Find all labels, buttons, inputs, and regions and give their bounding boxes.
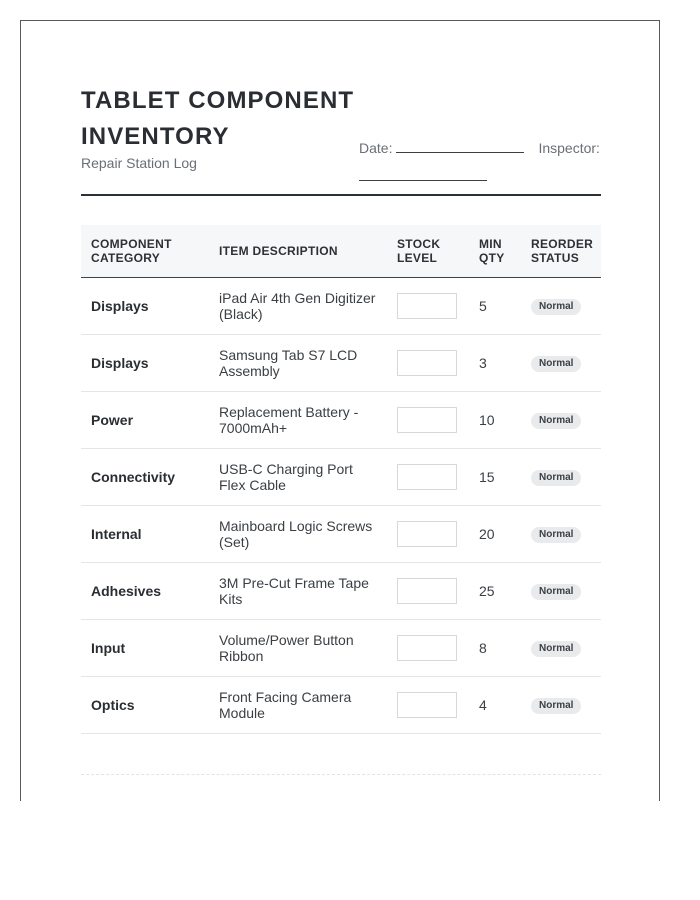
footer-divider — [81, 774, 601, 775]
column-header-description: ITEM DESCRIPTION — [219, 243, 338, 258]
date-label: Date: — [359, 140, 393, 156]
status-badge: Normal — [531, 527, 581, 543]
category-cell: Connectivity — [91, 468, 176, 485]
table-row — [81, 448, 601, 505]
status-badge: Normal — [531, 698, 581, 714]
min-qty-cell: 3 — [479, 354, 487, 371]
category-cell: Internal — [91, 525, 142, 542]
table-row — [81, 277, 601, 334]
column-header-category: COMPONENT CATEGORY — [91, 236, 172, 265]
stock-level-input[interactable] — [397, 692, 457, 718]
status-cell — [521, 277, 601, 334]
description-cell: iPad Air 4th Gen Digitizer (Black) — [219, 289, 376, 322]
page-subtitle: Repair Station Log — [81, 155, 197, 171]
stock-cell — [387, 562, 469, 619]
stock-level-input[interactable] — [397, 521, 457, 547]
date-field-line[interactable] — [396, 138, 524, 153]
document-header — [81, 83, 601, 196]
category-cell: Displays — [91, 297, 149, 314]
stock-level-input[interactable] — [397, 407, 457, 433]
page-title: TABLET COMPONENT INVENTORY — [81, 87, 355, 150]
inventory-sheet — [20, 20, 660, 801]
inspection-meta — [359, 134, 604, 190]
status-badge: Normal — [531, 470, 581, 486]
table-row — [81, 334, 601, 391]
table-header-row — [81, 225, 601, 277]
stock-level-input[interactable] — [397, 293, 457, 319]
stock-cell — [387, 448, 469, 505]
table-row — [81, 676, 601, 733]
stock-cell — [387, 334, 469, 391]
stock-cell — [387, 676, 469, 733]
stock-cell — [387, 391, 469, 448]
min-qty-cell: 4 — [479, 696, 487, 713]
description-cell: 3M Pre-Cut Frame Tape Kits — [219, 574, 369, 607]
status-badge: Normal — [531, 356, 581, 372]
min-qty-cell: 8 — [479, 639, 487, 656]
description-cell: USB-C Charging Port Flex Cable — [219, 460, 353, 493]
inspector-field-line[interactable] — [359, 166, 487, 181]
stock-cell — [387, 505, 469, 562]
category-cell: Input — [91, 639, 126, 656]
min-qty-cell: 20 — [479, 525, 495, 542]
column-header-min-qty: MIN QTY — [479, 236, 505, 265]
inspector-label: Inspector: — [538, 140, 600, 156]
description-cell: Volume/Power Button Ribbon — [219, 631, 354, 664]
min-qty-cell: 5 — [479, 297, 487, 314]
min-qty-cell: 10 — [479, 411, 495, 428]
category-cell: Displays — [91, 354, 149, 371]
min-qty-cell: 25 — [479, 582, 495, 599]
table-row — [81, 619, 601, 676]
category-cell: Power — [91, 411, 134, 428]
stock-level-input[interactable] — [397, 464, 457, 490]
column-header-status: REORDER STATUS — [531, 236, 594, 265]
category-cell: Adhesives — [91, 582, 162, 599]
status-badge: Normal — [531, 641, 581, 657]
status-cell — [521, 562, 601, 619]
stock-level-input[interactable] — [397, 350, 457, 376]
description-cell: Replacement Battery - 7000mAh+ — [219, 403, 359, 436]
category-cell: Optics — [91, 696, 135, 713]
min-qty-cell: 15 — [479, 468, 495, 485]
status-cell — [521, 505, 601, 562]
table-row — [81, 505, 601, 562]
status-cell — [521, 619, 601, 676]
column-header-stock: STOCK LEVEL — [397, 236, 441, 265]
status-badge: Normal — [531, 299, 581, 315]
description-cell: Samsung Tab S7 LCD Assembly — [219, 346, 358, 379]
stock-cell — [387, 277, 469, 334]
stock-level-input[interactable] — [397, 578, 457, 604]
description-cell: Mainboard Logic Screws (Set) — [219, 517, 373, 550]
stock-level-input[interactable] — [397, 635, 457, 661]
status-cell — [521, 334, 601, 391]
status-cell — [521, 676, 601, 733]
status-cell — [521, 448, 601, 505]
description-cell: Front Facing Camera Module — [219, 688, 352, 721]
table-row — [81, 391, 601, 448]
status-badge: Normal — [531, 413, 581, 429]
status-badge: Normal — [531, 584, 581, 600]
inventory-table — [81, 225, 601, 734]
status-cell — [521, 391, 601, 448]
stock-cell — [387, 619, 469, 676]
table-row — [81, 562, 601, 619]
